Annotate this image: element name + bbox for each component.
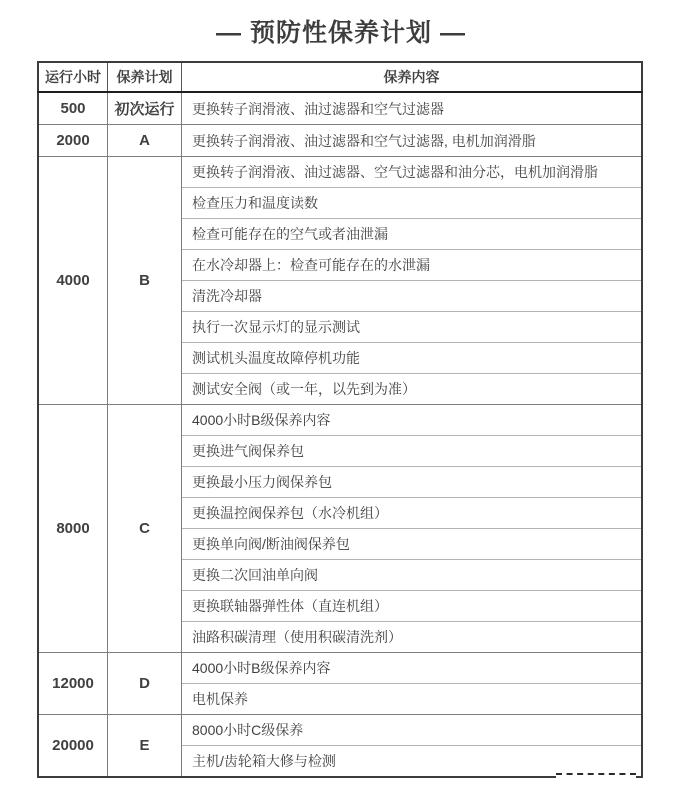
table-wrapper	[37, 61, 637, 778]
maintenance-item-cell: 4000小时B级保养内容	[182, 405, 643, 436]
maintenance-table	[37, 61, 643, 778]
maintenance-item-cell: 8000小时C级保养	[182, 715, 643, 746]
maintenance-item-cell: 测试安全阀（或一年，以先到为准）	[182, 374, 643, 405]
maintenance-item-cell: 检查压力和温度读数	[182, 188, 643, 219]
maintenance-item-cell: 更换转子润滑液、油过滤器和空气过滤器, 电机加润滑脂	[182, 125, 643, 157]
maintenance-item-cell: 更换二次回油单向阀	[182, 560, 643, 591]
maintenance-item-cell: 更换进气阀保养包	[182, 436, 643, 467]
page-title: — 预防性保养计划 —	[216, 19, 466, 47]
hours-cell: 12000	[38, 653, 108, 715]
maintenance-item-cell: 更换联轴器弹性体（直连机组）	[182, 591, 643, 622]
table-row	[38, 92, 642, 125]
plan-cell: 初次运行	[108, 92, 182, 125]
maintenance-item-cell: 更换转子润滑液、油过滤器、空气过滤器和油分芯，电机加润滑脂	[182, 157, 643, 188]
maintenance-item-cell: 4000小时B级保养内容	[182, 653, 643, 684]
maintenance-item-cell: 更换转子润滑液、油过滤器和空气过滤器	[182, 92, 643, 125]
table-row	[38, 157, 642, 188]
hours-cell: 4000	[38, 157, 108, 405]
maintenance-item-cell: 电机保养	[182, 684, 643, 715]
table-row	[38, 405, 642, 436]
table-row	[38, 653, 642, 684]
hours-cell: 500	[38, 92, 108, 125]
plan-cell: B	[108, 157, 182, 405]
cropped-watermark-fragment	[556, 773, 636, 780]
hours-cell: 8000	[38, 405, 108, 653]
header-hours: 运行小时	[38, 62, 108, 92]
maintenance-item-cell: 更换最小压力阀保养包	[182, 467, 643, 498]
maintenance-item-cell: 更换单向阀/断油阀保养包	[182, 529, 643, 560]
plan-cell: D	[108, 653, 182, 715]
table-header	[38, 62, 642, 92]
maintenance-table-body	[38, 92, 642, 777]
maintenance-item-cell: 更换温控阀保养包（水冷机组）	[182, 498, 643, 529]
hours-cell: 2000	[38, 125, 108, 157]
maintenance-item-cell: 执行一次显示灯的显示测试	[182, 312, 643, 343]
maintenance-item-cell: 油路积碳清理（使用积碳清洗剂）	[182, 622, 643, 653]
maintenance-item-cell: 在水冷却器上：检查可能存在的水泄漏	[182, 250, 643, 281]
maintenance-item-cell: 清洗冷却器	[182, 281, 643, 312]
maintenance-item-cell: 检查可能存在的空气或者油泄漏	[182, 219, 643, 250]
plan-cell: A	[108, 125, 182, 157]
header-row	[38, 62, 642, 92]
plan-cell: C	[108, 405, 182, 653]
hours-cell: 20000	[38, 715, 108, 778]
maintenance-item-cell: 测试机头温度故障停机功能	[182, 343, 643, 374]
header-content: 保养内容	[182, 62, 643, 92]
plan-cell: E	[108, 715, 182, 778]
maintenance-item-cell: 主机/齿轮箱大修与检测	[182, 746, 643, 778]
table-row	[38, 715, 642, 746]
table-row	[38, 125, 642, 157]
header-plan: 保养计划	[108, 62, 182, 92]
